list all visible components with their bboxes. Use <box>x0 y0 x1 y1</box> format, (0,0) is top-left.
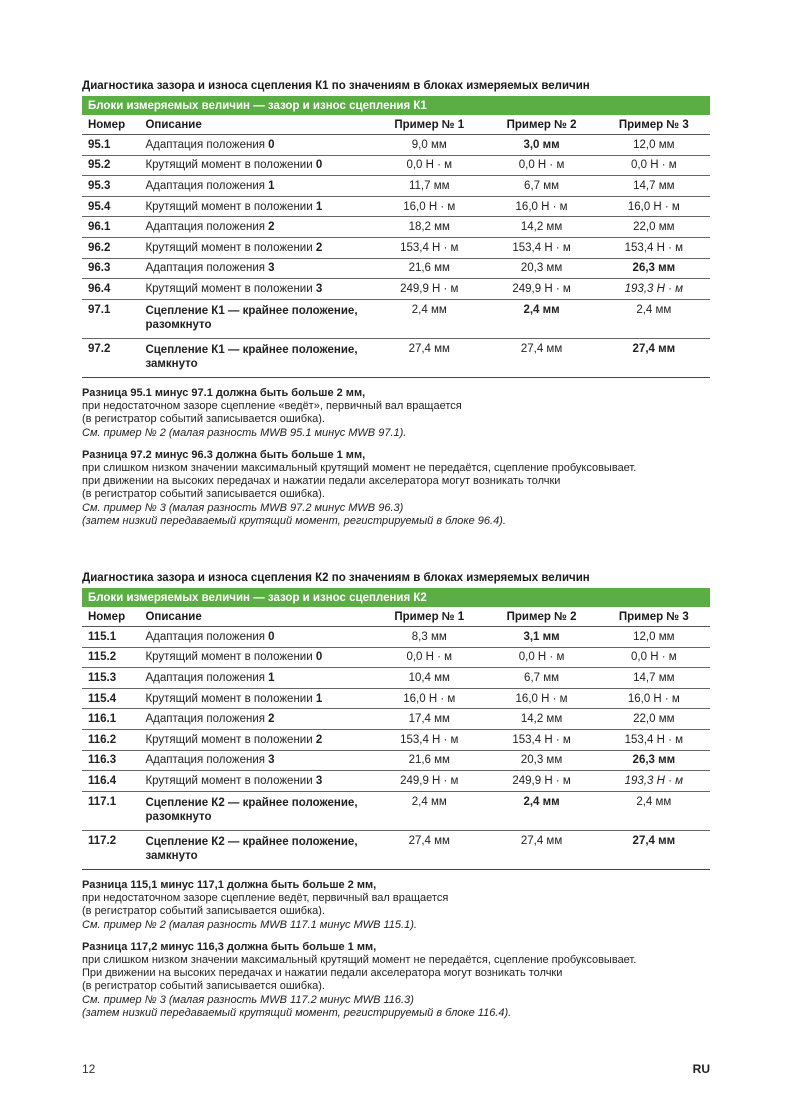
example-2-value: 249,9 Н · м <box>485 279 597 300</box>
block-number: 117.1 <box>82 791 139 830</box>
table-row <box>82 176 710 197</box>
description: Сцепление К1 — крайнее положение, разомкнуто <box>139 299 373 338</box>
example-2-value: 16,0 Н · м <box>485 196 597 217</box>
note-line: при слишком низком значении максимальный крутящий момент не передаётся, сцепление пробуксовывает. <box>82 954 637 967</box>
col-number: Номер <box>82 607 139 627</box>
description-text: Крутящий момент в положении <box>145 651 316 664</box>
example-1-value: 10,4 мм <box>373 668 485 689</box>
example-1-value: 9,0 мм <box>373 135 485 156</box>
example-3-value: 22,0 мм <box>598 217 710 238</box>
block-number: 116.1 <box>82 709 139 730</box>
description-text: Крутящий момент в положении <box>145 282 316 295</box>
block-number: 95.2 <box>82 155 139 176</box>
col-example-2: Пример № 2 <box>485 115 597 135</box>
position-index: 0 <box>315 159 323 172</box>
block-number: 115.1 <box>82 627 139 648</box>
table-row <box>82 688 710 709</box>
example-2-value: 20,3 мм <box>485 258 597 279</box>
position-index: 3 <box>268 262 275 275</box>
note-line: (в регистратор событий записывается ошибка). <box>82 905 325 918</box>
section-title: Диагностика зазора и износа сцепления К2 по значениям в блоках измеряемых величин <box>82 572 590 584</box>
example-3-value: 0,0 Н · м <box>598 647 710 668</box>
example-2-value: 153,4 Н · м <box>485 729 597 750</box>
section-k1 <box>82 80 710 378</box>
position-index: 1 <box>315 692 323 705</box>
col-example-2: Пример № 2 <box>485 607 597 627</box>
note-line: при недостаточном зазоре сцепление ведёт, первичный вал вращается <box>82 892 449 905</box>
page-number: 12 <box>82 1062 96 1076</box>
block-number: 116.2 <box>82 729 139 750</box>
description-text: Адаптация положения <box>145 221 269 234</box>
example-2-value: 3,0 мм <box>485 135 597 156</box>
example-3-value: 153,4 Н · м <box>598 729 710 750</box>
description <box>139 237 373 258</box>
example-3-value: 193,3 Н · м <box>598 279 710 300</box>
example-3-value: 193,3 Н · м <box>598 771 710 792</box>
note-example: См. пример № 3 (малая разность MWB 117.2 минус MWB 116.3) <box>82 993 414 1006</box>
position-index: 1 <box>268 179 275 192</box>
example-3-value: 0,0 Н · м <box>598 155 710 176</box>
table-row <box>82 830 710 869</box>
example-1-value: 0,0 Н · м <box>373 647 485 668</box>
note-line: при слишком низком значении максимальный крутящий момент не передаётся, сцепление пробуксовывает. <box>82 462 637 475</box>
table-row <box>82 709 710 730</box>
example-2-value: 27,4 мм <box>485 338 597 377</box>
description-text: Адаптация положения <box>145 754 269 767</box>
example-2-value: 153,4 Н · м <box>485 237 597 258</box>
position-index: 2 <box>268 713 275 726</box>
description <box>139 729 373 750</box>
position-index: 3 <box>268 754 275 767</box>
description <box>139 709 373 730</box>
description-text: Крутящий момент в положении <box>145 241 316 254</box>
example-1-value: 2,4 мм <box>373 791 485 830</box>
description-text: Крутящий момент в положении <box>145 692 316 705</box>
measured-values-table <box>82 96 710 378</box>
example-3-value: 27,4 мм <box>598 830 710 869</box>
example-3-value: 16,0 Н · м <box>598 688 710 709</box>
note-heading: Разница 97.2 минус 96.3 должна быть больше 1 мм, <box>82 448 366 461</box>
example-1-value: 153,4 Н · м <box>373 729 485 750</box>
example-2-value: 0,0 Н · м <box>485 647 597 668</box>
col-example-3: Пример № 3 <box>598 115 710 135</box>
note-example: (затем низкий передаваемый крутящий момент, регистрируемый в блоке 116.4). <box>82 1006 512 1019</box>
table-row <box>82 771 710 792</box>
description <box>139 627 373 648</box>
description-text: Крутящий момент в положении <box>145 774 316 787</box>
description-text: Адаптация положения <box>145 713 269 726</box>
description <box>139 771 373 792</box>
example-3-value: 14,7 мм <box>598 668 710 689</box>
table-row <box>82 196 710 217</box>
example-1-value: 11,7 мм <box>373 176 485 197</box>
example-3-value: 26,3 мм <box>598 750 710 771</box>
notes-k1 <box>82 387 722 537</box>
example-2-value: 2,4 мм <box>485 791 597 830</box>
example-2-value: 0,0 Н · м <box>485 155 597 176</box>
position-index: 1 <box>315 200 323 213</box>
col-example-3: Пример № 3 <box>598 607 710 627</box>
example-1-value: 21,6 мм <box>373 750 485 771</box>
description-text: Адаптация положения <box>145 179 269 192</box>
block-number: 96.3 <box>82 258 139 279</box>
table-row <box>82 258 710 279</box>
description-text: Адаптация положения <box>145 138 269 151</box>
description-text: Крутящий момент в положении <box>145 200 316 213</box>
table-row <box>82 155 710 176</box>
example-2-value: 20,3 мм <box>485 750 597 771</box>
table-band-header: Блоки измеряемых величин — зазор и износ сцепления К1 <box>82 96 710 115</box>
block-number: 115.2 <box>82 647 139 668</box>
note-line: (в регистратор событий записывается ошибка). <box>82 488 325 501</box>
description-text: Крутящий момент в положении <box>145 733 316 746</box>
block-number: 95.4 <box>82 196 139 217</box>
description: Сцепление К2 — крайнее положение, замкнуто <box>139 830 373 869</box>
table-row <box>82 627 710 648</box>
example-1-value: 17,4 мм <box>373 709 485 730</box>
col-example-1: Пример № 1 <box>373 607 485 627</box>
example-1-value: 8,3 мм <box>373 627 485 648</box>
example-1-value: 249,9 Н · м <box>373 771 485 792</box>
example-3-value: 2,4 мм <box>598 299 710 338</box>
example-2-value: 16,0 Н · м <box>485 688 597 709</box>
note-example: (затем низкий передаваемый крутящий момент, регистрируемый в блоке 96.4). <box>82 514 506 527</box>
block-number: 97.1 <box>82 299 139 338</box>
example-2-value: 27,4 мм <box>485 830 597 869</box>
position-index: 0 <box>315 651 323 664</box>
description-text: Адаптация положения <box>145 630 269 643</box>
position-index: 3 <box>315 282 323 295</box>
example-1-value: 153,4 Н · м <box>373 237 485 258</box>
description <box>139 176 373 197</box>
block-number: 96.4 <box>82 279 139 300</box>
table-row <box>82 299 710 338</box>
note-block <box>82 449 722 528</box>
description <box>139 647 373 668</box>
table-row <box>82 338 710 377</box>
example-3-value: 153,4 Н · м <box>598 237 710 258</box>
example-3-value: 2,4 мм <box>598 791 710 830</box>
example-3-value: 12,0 мм <box>598 627 710 648</box>
block-number: 116.4 <box>82 771 139 792</box>
table-row <box>82 729 710 750</box>
example-3-value: 12,0 мм <box>598 135 710 156</box>
example-1-value: 21,6 мм <box>373 258 485 279</box>
position-index: 3 <box>315 774 323 787</box>
note-heading: Разница 117,2 минус 116,3 должна быть больше 1 мм, <box>82 940 377 953</box>
block-number: 97.2 <box>82 338 139 377</box>
block-number: 117.2 <box>82 830 139 869</box>
note-block <box>82 879 722 932</box>
block-number: 116.3 <box>82 750 139 771</box>
description-text: Адаптация положения <box>145 671 269 684</box>
note-example: См. пример № 2 (малая разность MWB 95.1 минус MWB 97.1). <box>82 426 407 439</box>
example-3-value: 26,3 мм <box>598 258 710 279</box>
description: Сцепление К1 — крайнее положение, замкнуто <box>139 338 373 377</box>
block-number: 95.3 <box>82 176 139 197</box>
example-2-value: 14,2 мм <box>485 217 597 238</box>
description: Сцепление К2 — крайнее положение, разомкнуто <box>139 791 373 830</box>
example-3-value: 22,0 мм <box>598 709 710 730</box>
table-row <box>82 217 710 238</box>
table-row <box>82 791 710 830</box>
note-line: (в регистратор событий записывается ошибка). <box>82 413 325 426</box>
example-1-value: 16,0 Н · м <box>373 196 485 217</box>
description <box>139 750 373 771</box>
example-1-value: 27,4 мм <box>373 338 485 377</box>
note-line: при движении на высоких передачах и нажатии педали акселератора могут возникать толчки <box>82 475 561 488</box>
note-heading: Разница 115,1 минус 117,1 должна быть больше 2 мм, <box>82 879 377 891</box>
note-line: (в регистратор событий записывается ошибка). <box>82 980 325 993</box>
note-block <box>82 387 722 440</box>
col-description: Описание <box>139 607 373 627</box>
description <box>139 217 373 238</box>
example-1-value: 18,2 мм <box>373 217 485 238</box>
description <box>139 279 373 300</box>
block-number: 96.2 <box>82 237 139 258</box>
measured-values-table <box>82 588 710 870</box>
description-text: Крутящий момент в положении <box>145 159 316 172</box>
description <box>139 196 373 217</box>
example-2-value: 249,9 Н · м <box>485 771 597 792</box>
position-index: 1 <box>268 671 275 684</box>
col-number: Номер <box>82 115 139 135</box>
note-example: См. пример № 2 (малая разность MWB 117.1 минус MWB 115.1). <box>82 918 417 931</box>
table-row <box>82 237 710 258</box>
example-2-value: 2,4 мм <box>485 299 597 338</box>
example-3-value: 27,4 мм <box>598 338 710 377</box>
block-number: 115.4 <box>82 688 139 709</box>
example-2-value: 6,7 мм <box>485 176 597 197</box>
note-block <box>82 941 722 1020</box>
block-number: 96.1 <box>82 217 139 238</box>
description <box>139 668 373 689</box>
table-row <box>82 668 710 689</box>
position-index: 0 <box>268 630 275 643</box>
position-index: 2 <box>268 221 275 234</box>
note-line: при недостаточном зазоре сцепление «ведёт», первичный вал вращается <box>82 400 462 413</box>
language-code: RU <box>692 1062 710 1076</box>
block-number: 115.3 <box>82 668 139 689</box>
example-3-value: 14,7 мм <box>598 176 710 197</box>
position-index: 2 <box>315 241 323 254</box>
col-example-1: Пример № 1 <box>373 115 485 135</box>
table-row <box>82 135 710 156</box>
table-row <box>82 750 710 771</box>
block-number: 95.1 <box>82 135 139 156</box>
example-1-value: 0,0 Н · м <box>373 155 485 176</box>
note-heading: Разница 95.1 минус 97.1 должна быть больше 2 мм, <box>82 387 366 399</box>
example-1-value: 16,0 Н · м <box>373 688 485 709</box>
table-row <box>82 647 710 668</box>
description-text: Адаптация положения <box>145 262 269 275</box>
example-1-value: 27,4 мм <box>373 830 485 869</box>
description <box>139 135 373 156</box>
position-index: 2 <box>315 733 323 746</box>
description <box>139 258 373 279</box>
note-example: См. пример № 3 (малая разность MWB 97.2 минус MWB 96.3) <box>82 501 404 514</box>
table-band-header: Блоки измеряемых величин — зазор и износ сцепления К2 <box>82 588 710 607</box>
note-line: При движении на высоких передачах и нажатии педали акселератора могут возникать толчки <box>82 967 563 980</box>
example-2-value: 3,1 мм <box>485 627 597 648</box>
example-1-value: 249,9 Н · м <box>373 279 485 300</box>
example-3-value: 16,0 Н · м <box>598 196 710 217</box>
section-k2 <box>82 572 710 870</box>
description <box>139 155 373 176</box>
col-description: Описание <box>139 115 373 135</box>
example-2-value: 14,2 мм <box>485 709 597 730</box>
position-index: 0 <box>268 138 275 151</box>
example-1-value: 2,4 мм <box>373 299 485 338</box>
notes-k2 <box>82 879 722 1029</box>
table-row <box>82 279 710 300</box>
example-2-value: 6,7 мм <box>485 668 597 689</box>
description <box>139 688 373 709</box>
section-title: Диагностика зазора и износа сцепления К1 по значениям в блоках измеряемых величин <box>82 80 590 92</box>
